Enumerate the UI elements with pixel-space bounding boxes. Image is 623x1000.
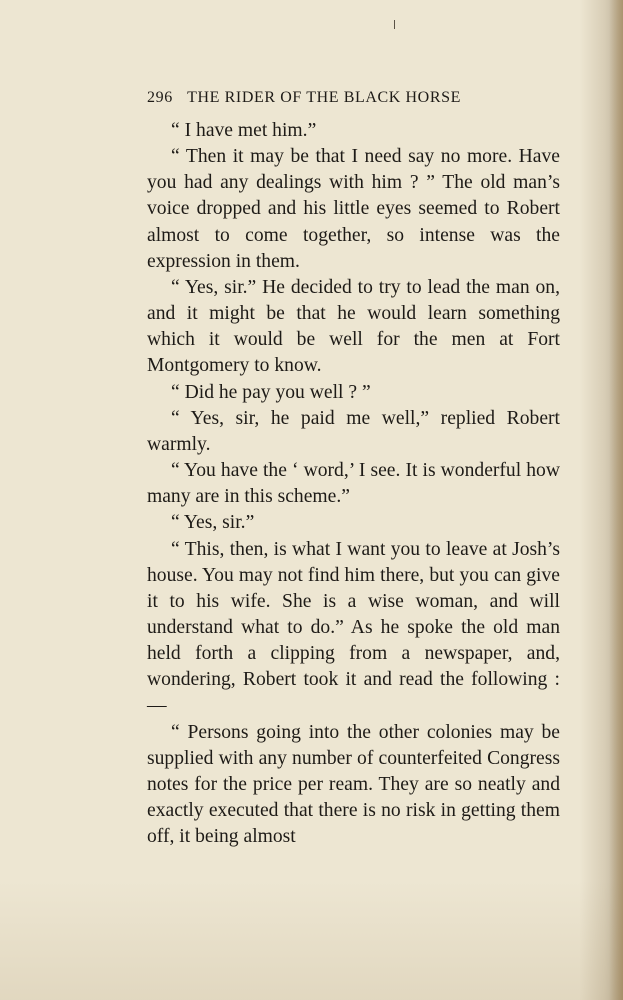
page-number: 296: [147, 89, 173, 106]
paragraph: “ You have the ‘ word,’ I see. It is wonderful how many are in this scheme.”: [147, 460, 560, 508]
paragraph: “ Yes, sir.” He decided to try to lead the man on, and it might be that he would learn something which it would be well for the men at Fort Montgomery to know.: [147, 276, 560, 377]
running-title: THE RIDER OF THE BLACK HORSE: [187, 89, 461, 106]
paragraph: “ Persons going into the other colonies may be supplied with any number of counterfeited Congress notes for the price per ream. They are so neatly and exactly executed that there is no risk in getting them off, it being almost: [147, 721, 560, 848]
paragraph: “ I have met him.”: [171, 120, 317, 141]
paragraph: “ Yes, sir.”: [171, 512, 255, 534]
running-header: [147, 89, 531, 107]
paragraph: “ This, then, is what I want you to leave at Josh’s house. You may not find him there, but you can give it to his wife. She is a wise woman, and will understand what to do.” As he spoke the old man held forth a clipping from a newspaper, and, wondering, Robert took it and read the following : —: [147, 538, 560, 717]
paragraph: “ Then it may be that I need say no more. Have you had any dealings with him ? ” The old man’s voice dropped and his little eyes seemed to Robert almost to come together, so intense was the expression in them.: [147, 146, 560, 272]
page-binding-shadow: [609, 0, 623, 1000]
body-text: [147, 118, 560, 850]
paragraph: “ Yes, sir, he paid me well,” replied Robert warmly.: [147, 407, 560, 455]
stray-ink-mark: [394, 20, 395, 29]
paragraph: “ Did he pay you well ? ”: [171, 381, 371, 403]
